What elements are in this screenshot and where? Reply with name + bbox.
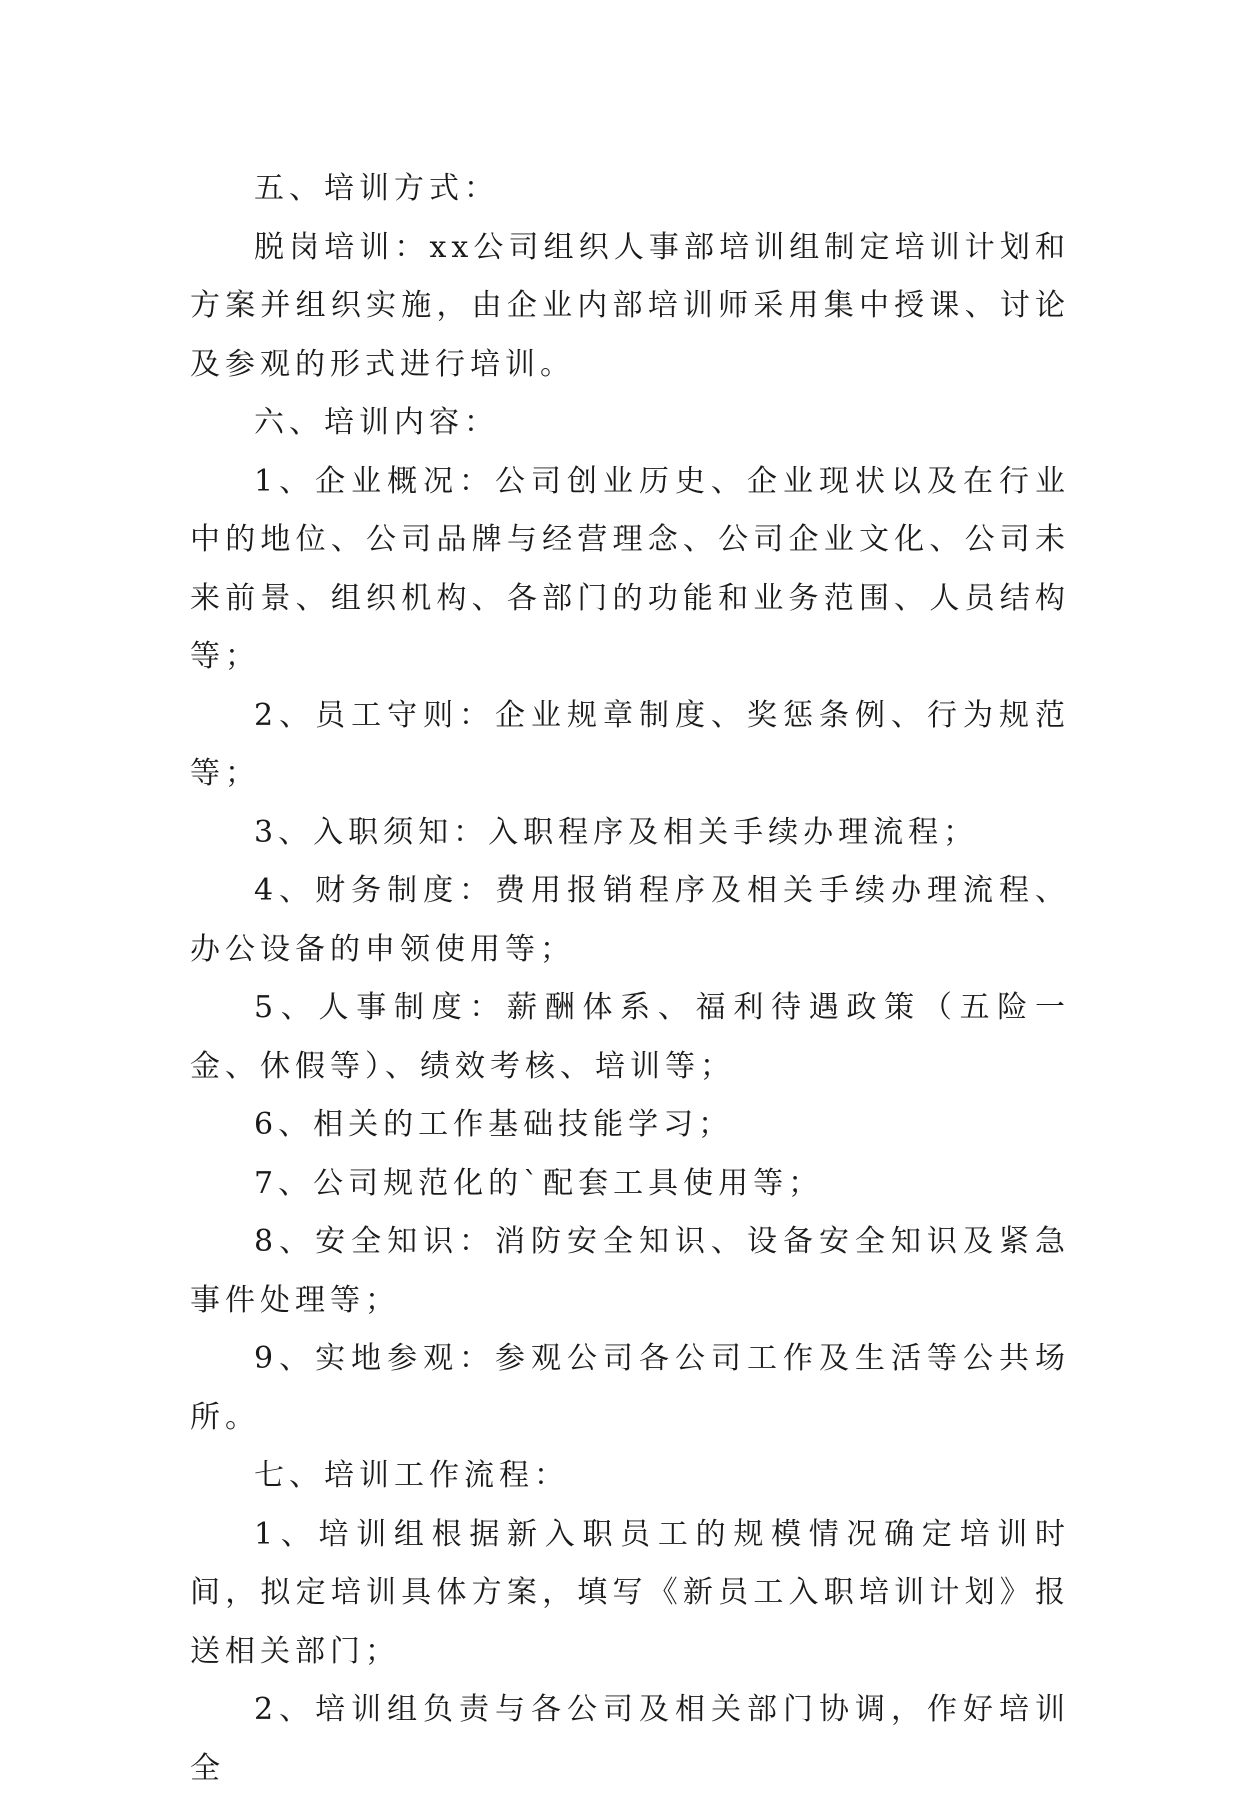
content-item-site-visit: 9、实地参观：参观公司各公司工作及生活等公共场所。 <box>190 1341 1070 1435</box>
workflow-step-1: 1、培训组根据新入职员工的规模情况确定培训时间，拟定培训具体方案，填写《新员工入职培训计划》报送相关部门； <box>190 1516 1070 1669</box>
section-heading-training-content: 六、培训内容： <box>254 405 499 440</box>
content-item-safety-knowledge: 8、安全知识：消防安全知识、设备安全知识及紧急事件处理等； <box>190 1224 1070 1318</box>
section-heading-workflow: 七、培训工作流程： <box>254 1458 569 1493</box>
paragraph-offsite-training: 脱岗培训：xx公司组织人事部培训组制定培训计划和方案并组织实施，由企业内部培训师采用集中授课、讨论及参观的形式进行培训。 <box>190 229 1070 382</box>
content-item-basic-skills: 6、相关的工作基础技能学习； <box>254 1107 734 1142</box>
content-item-company-overview: 1、企业概况：公司创业历史、企业现状以及在行业中的地位、公司品牌与经营理念、公司企业文化、公司未来前景、组织机构、各部门的功能和业务范围、人员结构等； <box>190 463 1070 674</box>
section-heading-training-method: 五、培训方式： <box>254 171 499 206</box>
content-item-finance-system: 4、财务制度：费用报销程序及相关手续办理流程、办公设备的申领使用等； <box>190 873 1070 967</box>
content-item-employee-rules: 2、员工守则：企业规章制度、奖惩条例、行为规范等； <box>190 697 1070 791</box>
content-item-onboarding-notice: 3、入职须知：入职程序及相关手续办理流程； <box>254 814 979 850</box>
document-body <box>190 160 1070 1798</box>
content-item-tools-usage: 7、公司规范化的`配套工具使用等； <box>254 1165 824 1201</box>
content-item-hr-system: 5、人事制度：薪酬体系、福利待遇政策（五险一金、休假等）、绩效考核、培训等； <box>190 990 1070 1084</box>
workflow-step-2: 2、培训组负责与各公司及相关部门协调，作好培训全 <box>190 1692 1070 1786</box>
